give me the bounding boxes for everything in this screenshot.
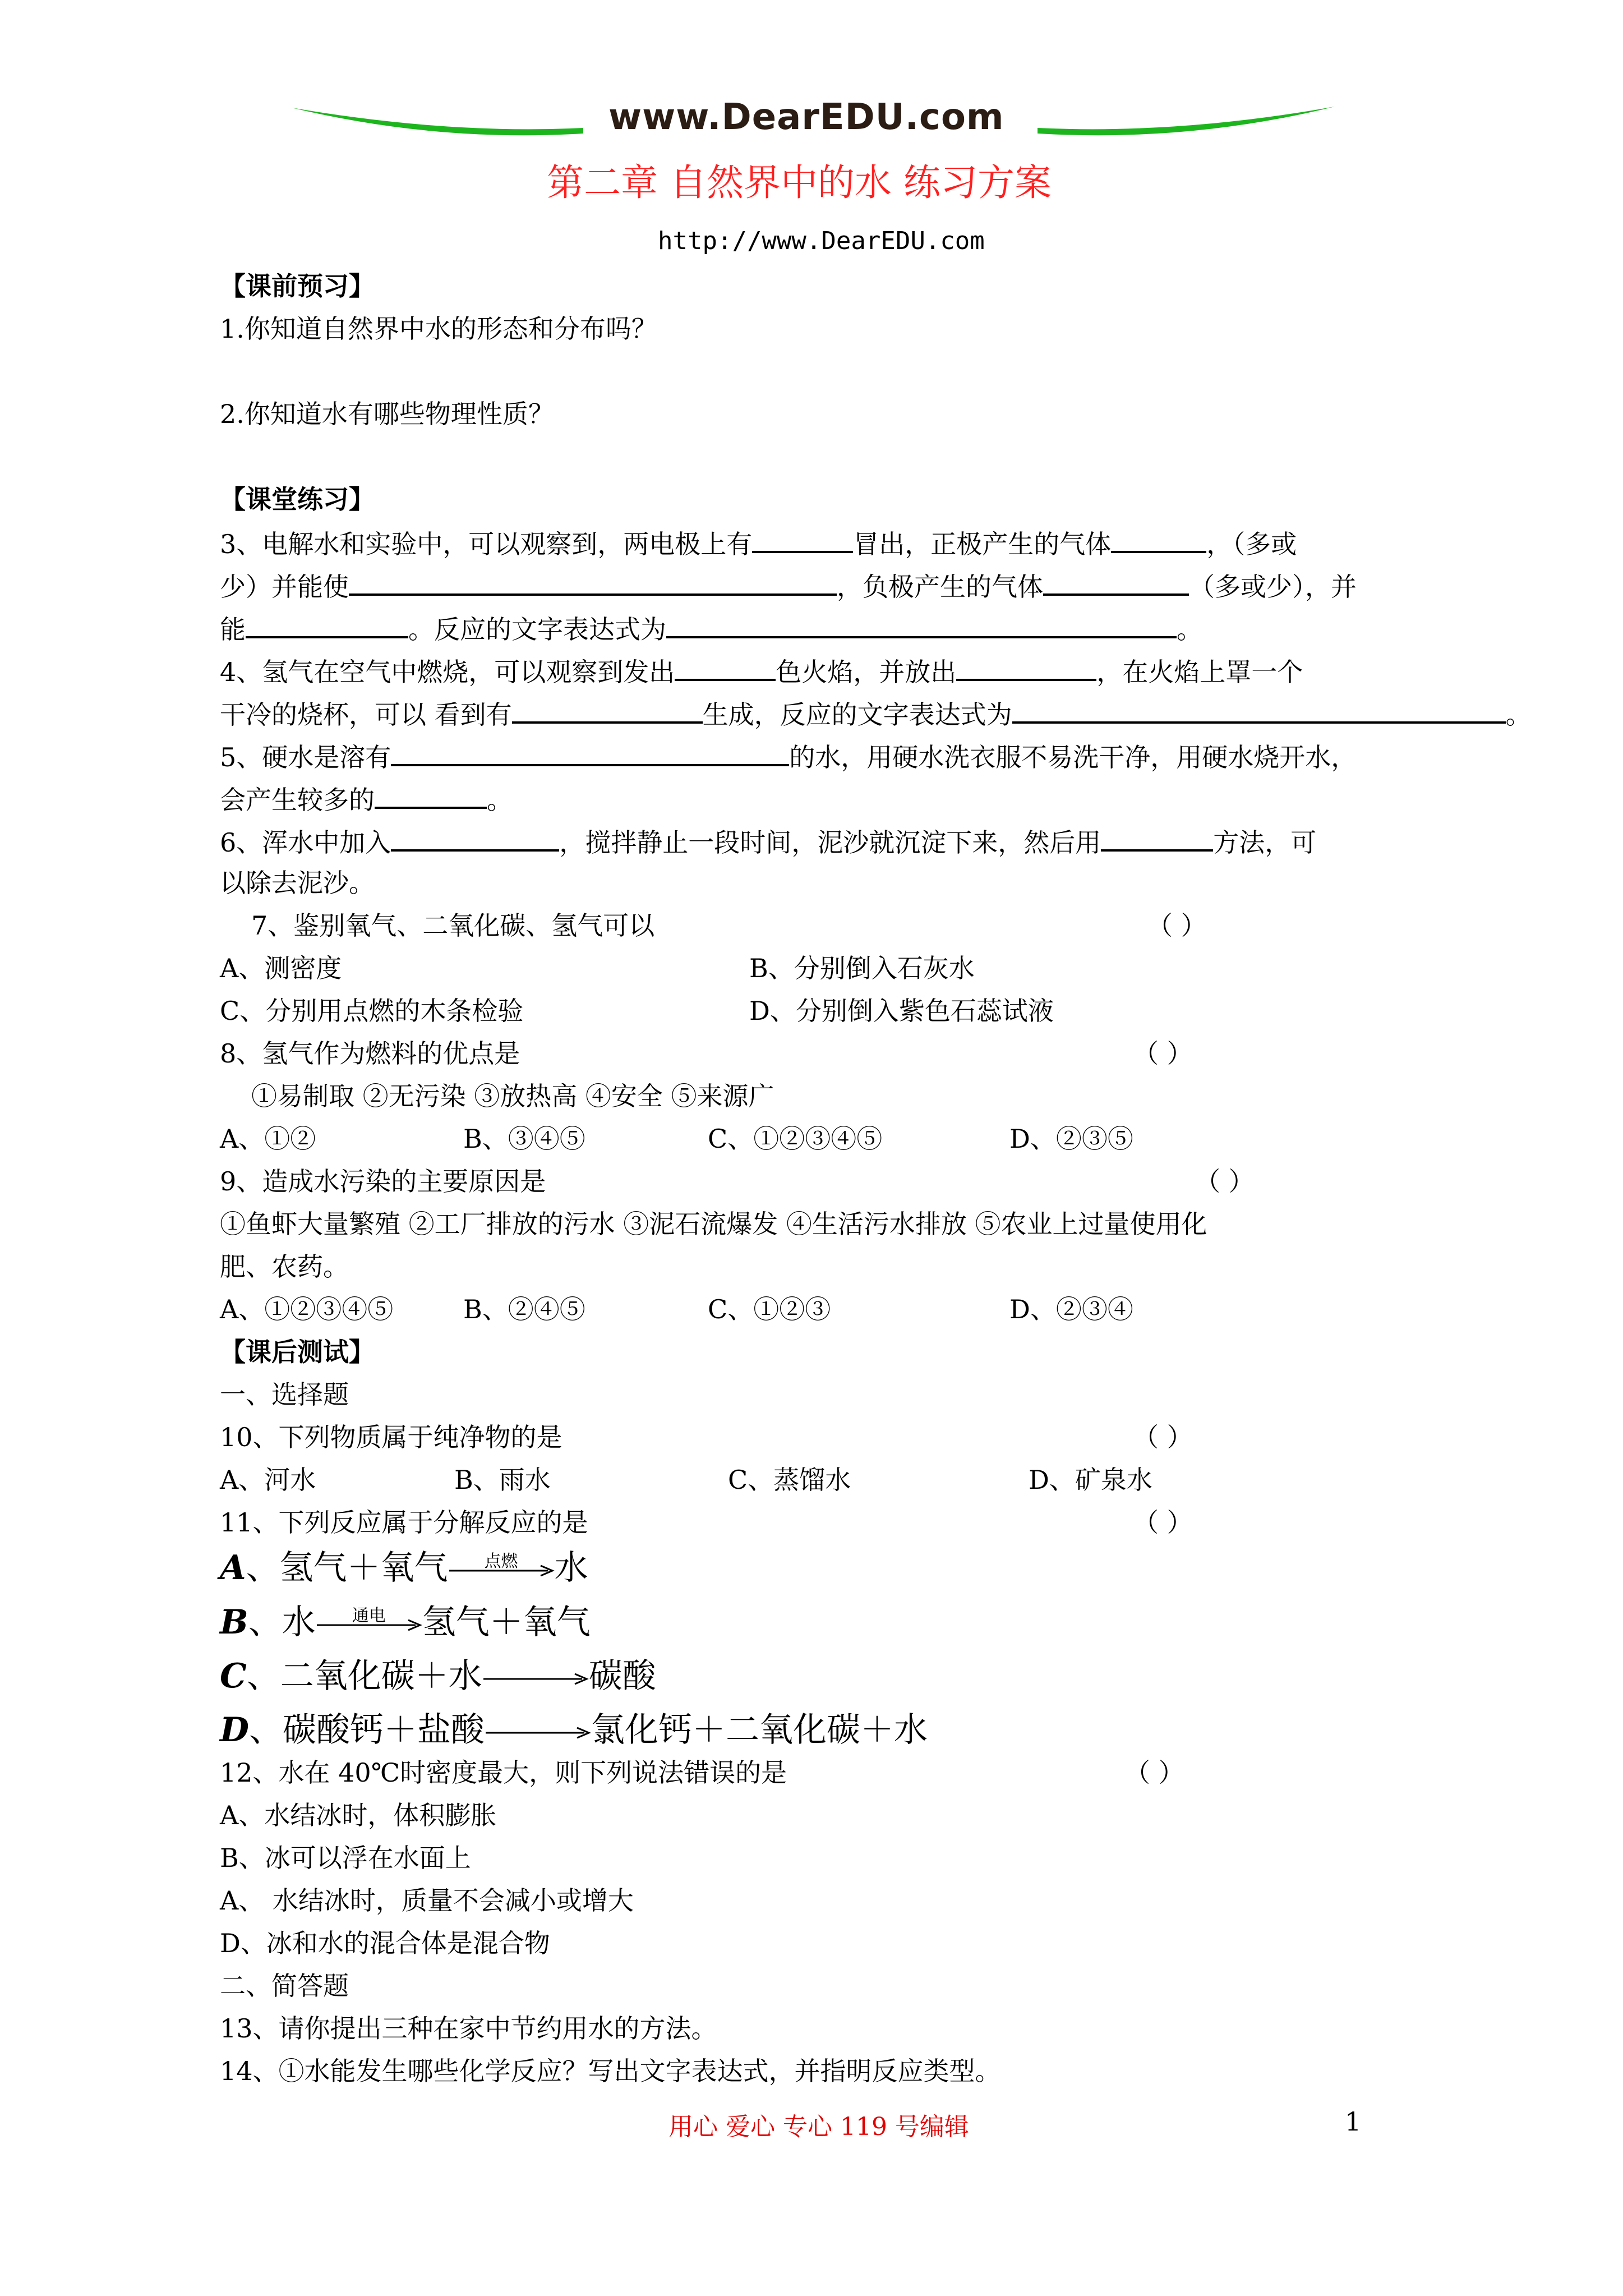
- question-6-line-2: 以除去泥沙。: [220, 868, 375, 898]
- q3-text: ，（多或: [1206, 529, 1297, 559]
- option-b: B、冰可以浮在水面上: [220, 1843, 471, 1873]
- question-5-line-2: [220, 781, 513, 817]
- option-d-equation: [220, 1708, 928, 1752]
- option-letter: D: [220, 1710, 250, 1750]
- page-number: 1: [1345, 2106, 1362, 2137]
- answer-blank[interactable]: [391, 823, 559, 852]
- option-a: A、河水: [220, 1465, 316, 1495]
- question-9-stem: 9、造成水污染的主要原因是: [220, 1166, 546, 1197]
- equation-reactants: 、氢气＋氧气: [246, 1548, 448, 1588]
- banner-site-name: www.DearEDU.com: [608, 96, 1004, 138]
- equation-products: 氯化钙＋二氧化碳＋水: [591, 1710, 928, 1750]
- q4-text: 。: [1505, 700, 1532, 730]
- answer-paren[interactable]: （ ）: [1133, 1507, 1193, 1538]
- answer-paren[interactable]: （ ）: [1147, 910, 1207, 941]
- option-c-equation: [220, 1654, 656, 1699]
- answer-blank[interactable]: [1101, 823, 1213, 852]
- answer-paren[interactable]: （ ）: [1124, 1757, 1184, 1788]
- question-4-line-2: [220, 696, 1532, 731]
- q3-text: ，负极产生的气体: [837, 572, 1043, 602]
- option-letter: A: [220, 1548, 246, 1588]
- q4-text: 生成，反应的文字表达式为: [702, 700, 1012, 730]
- question-10-stem: 10、下列物质属于纯净物的是: [220, 1422, 562, 1452]
- equation-products: 氢气＋氧气: [422, 1603, 591, 1642]
- option-c: C、①②③④⑤: [708, 1124, 883, 1154]
- question-11-stem: 11、下列反应属于分解反应的是: [220, 1507, 588, 1538]
- option-c: C、分别用点燃的木条检验: [220, 996, 524, 1026]
- option-letter: C: [220, 1657, 247, 1696]
- answer-blank[interactable]: [1111, 525, 1206, 553]
- q5-text: 的水，用硬水洗衣服不易洗干净，用硬水烧开水，: [789, 742, 1357, 772]
- section-preview: 【课前预习】: [220, 271, 375, 301]
- equation-products: 碳酸: [588, 1657, 656, 1696]
- option-a: A、①②: [220, 1124, 316, 1154]
- option-a: A、①②③④⑤: [220, 1294, 394, 1324]
- q4-text: ，在火焰上罩一个: [1096, 657, 1303, 687]
- part-heading-short-answer: 二、简答题: [220, 1971, 349, 2001]
- option-b: B、分别倒入石灰水: [749, 953, 975, 983]
- question-6-line-1: [220, 823, 1316, 859]
- source-url: http://www.DearEDU.com: [658, 227, 985, 255]
- reaction-arrow: [482, 1661, 589, 1695]
- question-2: 2.你知道水有哪些物理性质？: [220, 399, 554, 429]
- answer-blank[interactable]: [666, 610, 1177, 638]
- question-7-stem: 7、鉴别氧气、二氧化碳、氢气可以: [251, 910, 655, 941]
- reaction-arrow: [316, 1607, 422, 1641]
- option-a: A、水结冰时，体积膨胀: [220, 1800, 497, 1830]
- q5-text: 5、硬水是溶有: [220, 742, 391, 772]
- option-d: D、矿泉水: [1029, 1465, 1152, 1495]
- option-d: D、冰和水的混合体是混合物: [220, 1928, 550, 1958]
- answer-blank[interactable]: [391, 738, 789, 766]
- q3-text: 能: [220, 614, 246, 645]
- option-a: A、测密度: [220, 953, 342, 983]
- option-c: A、 水结冰时，质量不会减小或增大: [220, 1885, 634, 1916]
- option-b: B、③④⑤: [463, 1124, 585, 1154]
- equation-products: 水: [554, 1548, 588, 1588]
- option-d: D、②③④: [1009, 1294, 1133, 1324]
- q3-text: 冒出，正极产生的气体: [853, 529, 1112, 559]
- section-after: 【课后测试】: [220, 1337, 375, 1367]
- answer-paren[interactable]: （ ）: [1133, 1422, 1193, 1452]
- question-13: 13、请你提出三种在家中节约用水的方法。: [220, 2013, 717, 2044]
- q4-text: 色火焰，并放出: [776, 657, 957, 687]
- part-heading-choice: 一、选择题: [220, 1379, 349, 1410]
- q3-text: 少）并能使: [220, 572, 349, 602]
- question-14: 14、①水能发生哪些化学反应？写出文字表达式，并指明反应类型。: [220, 2056, 1001, 2086]
- option-a-equation: [220, 1545, 588, 1590]
- option-d: D、②③⑤: [1009, 1124, 1133, 1154]
- reaction-condition: 通电: [352, 1606, 386, 1626]
- reaction-condition: 点燃: [484, 1552, 518, 1572]
- q5-text: 。: [487, 785, 513, 815]
- option-d: D、分别倒入紫色石蕊试液: [749, 996, 1054, 1026]
- question-9-items-cont: 肥、农药。: [220, 1251, 349, 1282]
- answer-blank[interactable]: [1012, 696, 1506, 724]
- q4-text: 干冷的烧杯，可以 看到有: [220, 700, 512, 730]
- q3-text: 。: [1177, 614, 1202, 645]
- question-1: 1.你知道自然界中水的形态和分布吗？: [220, 314, 657, 344]
- question-8-items: ①易制取 ②无污染 ③放热高 ④安全 ⑤来源广: [251, 1081, 774, 1111]
- q5-text: 会产生较多的: [220, 785, 375, 815]
- equation-reactants: 、水: [248, 1603, 316, 1642]
- answer-blank[interactable]: [349, 568, 837, 596]
- page-title: 第二章 自然界中的水 练习方案: [547, 161, 1052, 204]
- footer-editor-note: 用心 爱心 专心 119 号编辑: [668, 2113, 969, 2141]
- q6-text: 6、浑水中加入: [220, 827, 391, 858]
- option-b: B、雨水: [454, 1465, 551, 1495]
- answer-blank[interactable]: [512, 696, 703, 724]
- equation-reactants: 、碳酸钙＋盐酸: [249, 1710, 485, 1750]
- question-3-line-2: [220, 568, 1357, 604]
- option-c: C、①②③: [708, 1294, 831, 1324]
- question-5-line-1: [220, 738, 1357, 774]
- q3-text: 。反应的文字表达式为: [408, 614, 666, 645]
- section-class: 【课堂练习】: [220, 484, 375, 514]
- question-3-line-3: [220, 610, 1202, 646]
- option-letter: B: [220, 1603, 248, 1642]
- answer-blank[interactable]: [375, 781, 487, 809]
- answer-paren[interactable]: （ ）: [1195, 1166, 1255, 1197]
- answer-blank[interactable]: [246, 610, 408, 638]
- question-4-line-1: [220, 653, 1303, 689]
- option-c: C、蒸馏水: [728, 1465, 851, 1495]
- option-b-equation: [220, 1600, 591, 1645]
- answer-blank[interactable]: [675, 653, 776, 681]
- option-b: B、②④⑤: [463, 1294, 585, 1324]
- answer-blank[interactable]: [1043, 568, 1189, 596]
- answer-paren[interactable]: （ ）: [1133, 1038, 1193, 1069]
- answer-blank[interactable]: [752, 525, 853, 553]
- q6-text: ，搅拌静止一段时间，泥沙就沉淀下来，然后用: [559, 827, 1101, 858]
- q3-text: （多或少），并: [1189, 572, 1357, 602]
- reaction-arrow: [485, 1715, 591, 1749]
- answer-blank[interactable]: [956, 653, 1096, 681]
- question-12-stem: 12、水在 40℃时密度最大，则下列说法错误的是: [220, 1757, 787, 1788]
- q3-text: 3、电解水和实验中，可以观察到，两电极上有: [220, 529, 753, 559]
- question-9-items: ①鱼虾大量繁殖 ②工厂排放的污水 ③泥石流爆发 ④生活污水排放 ⑤农业上过量使用化: [220, 1209, 1207, 1239]
- question-3-line-1: [220, 525, 1297, 561]
- reaction-arrow: [448, 1553, 555, 1586]
- equation-reactants: 、二氧化碳＋水: [246, 1657, 482, 1696]
- question-8-stem: 8、氢气作为燃料的优点是: [220, 1038, 520, 1069]
- q4-text: 4、氢气在空气中燃烧，可以观察到发出: [220, 657, 675, 687]
- q6-text: 方法，可: [1213, 827, 1317, 858]
